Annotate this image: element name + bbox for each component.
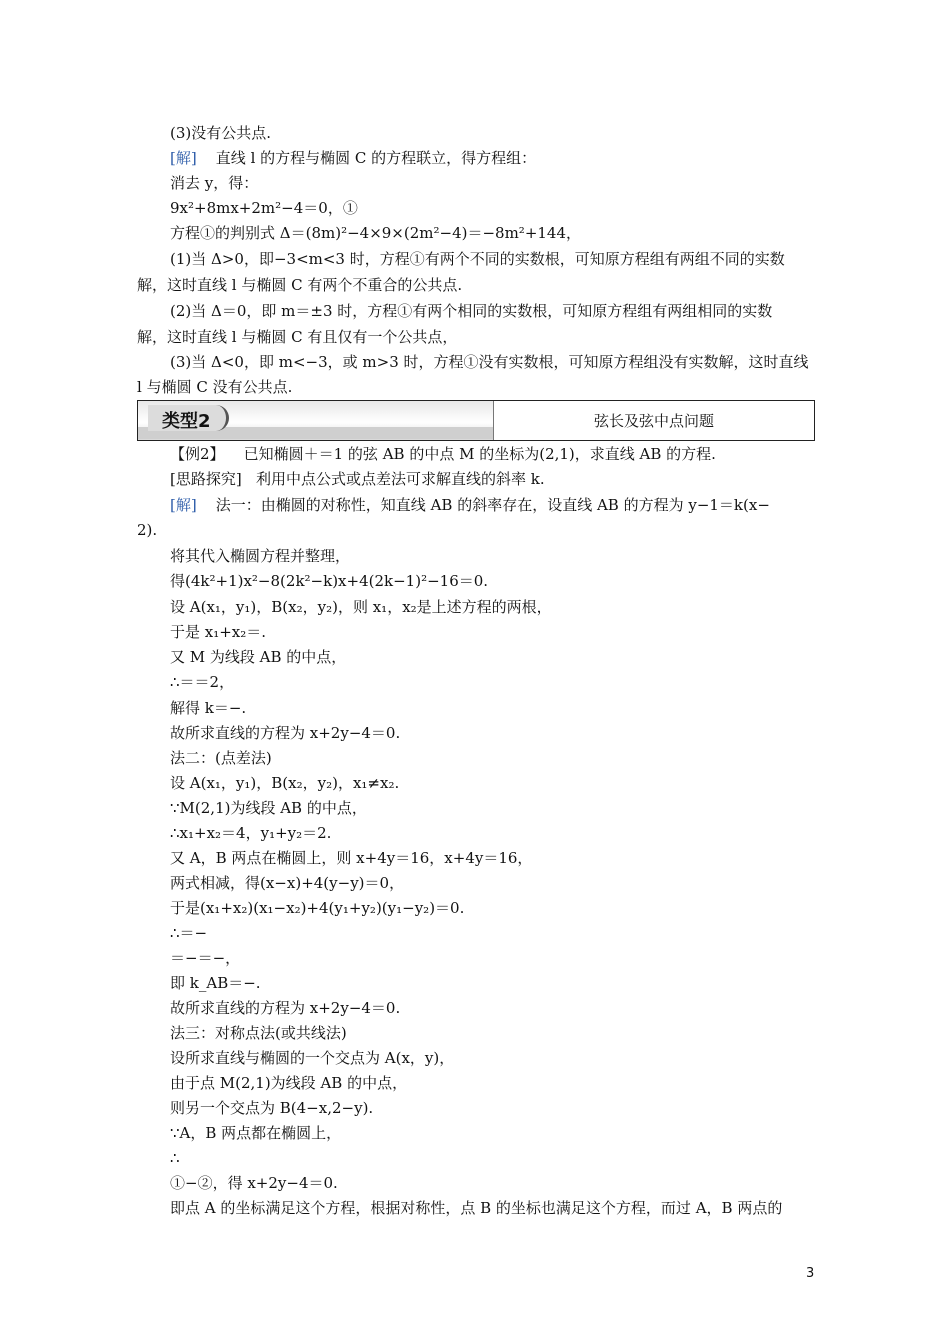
text-line: ＝−＝−，: [170, 949, 241, 967]
text-line: 法二：(点差法): [170, 749, 272, 767]
text-line: 2).: [137, 521, 158, 539]
text-line: 于是 x₁+x₂＝.: [170, 623, 267, 641]
text-line: ∵M(2,1)为线段 AB 的中点，: [170, 799, 367, 817]
text-line: (1)当 Δ>0，即−3<m<3 时，方程①有两个不同的实数根，可知原方程组有两组不同的实数: [170, 250, 785, 268]
text-line: 消去 y，得：: [170, 174, 259, 192]
text-line: 又 M 为线段 AB 的中点，: [170, 648, 347, 666]
example-line: [170, 444, 716, 464]
text-line: 解，这时直线 l 与椭圆 C 有且仅有一个公共点，: [137, 328, 458, 346]
solution-tag: [解]: [170, 149, 197, 167]
text-line: 故所求直线的方程为 x+2y−4＝0.: [170, 999, 401, 1017]
section-banner: [137, 400, 815, 441]
text-line: [170, 495, 770, 515]
solution-tag: [解]: [170, 496, 197, 514]
text-line: (3)当 Δ<0，即 m<−3，或 m>3 时，方程①没有实数根，可知原方程组没有实数解，这时直线: [170, 353, 809, 371]
text-span: 已知椭圆＋＝1 的弦 AB 的中点 M 的坐标为(2,1)，求直线 AB 的方程.: [243, 445, 716, 463]
text-line: (3)没有公共点.: [170, 124, 272, 142]
equation-line: 9x²+8mx+2m²−4＝0，①: [170, 199, 358, 217]
text-line: l 与椭圆 C 没有公共点.: [137, 378, 293, 396]
text-line: 则另一个交点为 B(4−x,2−y).: [170, 1099, 374, 1117]
text-line: 设所求直线与椭圆的一个交点为 A(x，y)，: [170, 1049, 455, 1067]
text-line: ∵A，B 两点都在椭圆上，: [170, 1124, 342, 1142]
text-line: 设 A(x₁，y₁)，B(x₂，y₂)，则 x₁，x₂是上述方程的两根，: [170, 598, 552, 616]
equation-line: 于是(x₁+x₂)(x₁−x₂)+4(y₁+y₂)(y₁−y₂)＝0.: [170, 899, 465, 917]
equation-line: 得(4k²+1)x²−8(2k²−k)x+4(2k−1)²−16＝0.: [170, 572, 489, 590]
text-line: 由于点 M(2,1)为线段 AB 的中点，: [170, 1074, 408, 1092]
text-line: 将其代入椭圆方程并整理，: [170, 547, 351, 565]
text-line: 解得 k＝−.: [170, 699, 247, 717]
text-line: ①−②，得 x+2y−4＝0.: [170, 1174, 338, 1192]
text-line: ∴: [170, 1149, 180, 1167]
text-line: ∴＝−: [170, 924, 208, 942]
text-line: 即点 A 的坐标满足这个方程，根据对称性，点 B 的坐标也满足这个方程，而过 A，B 两点的: [170, 1199, 783, 1217]
text-span: 利用中点公式或点差法可求解直线的斜率 k.: [256, 470, 545, 488]
text-line: [170, 469, 545, 489]
text-line: 即 k_AB＝−.: [170, 974, 261, 992]
text-line: ∴x₁+x₂＝4，y₁+y₂＝2.: [170, 824, 332, 842]
text-line: 又 A，B 两点在椭圆上，则 x+4y＝16，x+4y＝16，: [170, 849, 533, 867]
text-line: 方程①的判别式 Δ＝(8m)²−4×9×(2m²−4)＝−8m²+144，: [170, 224, 582, 242]
text-line: 法三：对称点法(或共线法): [170, 1024, 347, 1042]
text-span: 直线 l 的方程与椭圆 C 的方程联立，得方程组：: [215, 149, 537, 167]
text-line: 两式相减，得(x−x)+4(y−y)＝0，: [170, 874, 405, 892]
example-tag: 【例2】: [170, 445, 225, 463]
text-line: ∴＝＝2，: [170, 673, 235, 691]
text-span: 法一：由椭圆的对称性，知直线 AB 的斜率存在，设直线 AB 的方程为 y−1＝k(x−: [215, 496, 770, 514]
page-number: 3: [806, 1266, 815, 1281]
text-line: 故所求直线的方程为 x+2y−4＝0.: [170, 724, 401, 742]
text-line: 设 A(x₁，y₁)，B(x₂，y₂)，x₁≠x₂.: [170, 774, 400, 792]
thinking-tag: [思路探究]: [170, 470, 242, 488]
text-line: (2)当 Δ＝0，即 m＝±3 时，方程①有两个相同的实数根，可知原方程组有两组相同的实数: [170, 302, 773, 320]
text-line: [170, 148, 536, 168]
banner-type-label: 类型2: [162, 411, 211, 432]
text-line: 解，这时直线 l 与椭圆 C 有两个不重合的公共点.: [137, 276, 463, 294]
banner-title: 弦长及弦中点问题: [593, 412, 714, 430]
